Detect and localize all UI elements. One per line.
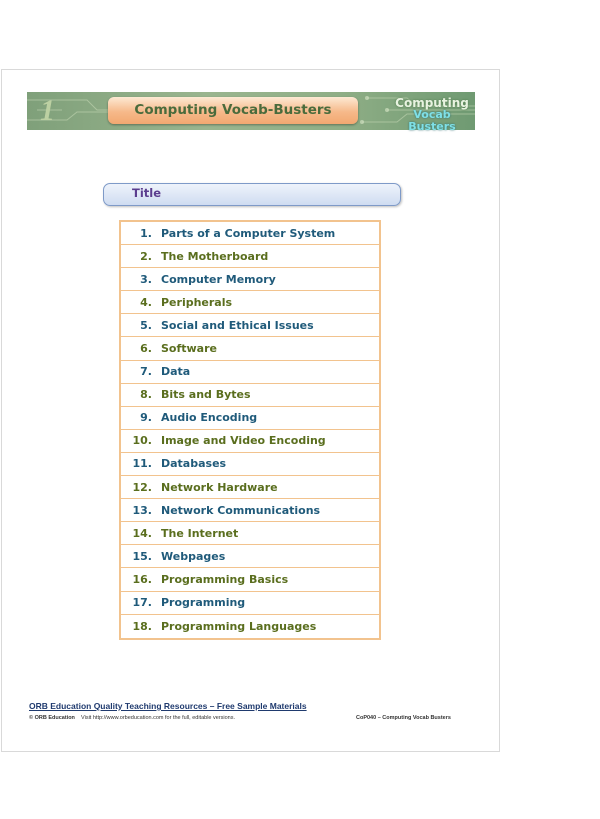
list-item-number: 12.: [132, 480, 152, 494]
list-item-number: 15.: [132, 549, 152, 563]
list-item-number: 8.: [140, 388, 152, 402]
list-item-number: 4.: [140, 295, 152, 309]
list-item-label: Computer Memory: [161, 272, 276, 286]
list-item: [121, 337, 379, 360]
list-item-number: 11.: [132, 457, 152, 471]
list-item-label: Programming: [161, 596, 246, 610]
list-item-label: Databases: [161, 457, 227, 471]
section-title: Title: [132, 186, 162, 200]
brand-logo: [392, 97, 472, 133]
list-item: [121, 545, 379, 568]
list-item-number: 17.: [132, 596, 152, 610]
list-item-number: 6.: [140, 342, 152, 356]
banner-title: Computing Vocab-Busters: [108, 97, 358, 124]
list-item: [121, 268, 379, 291]
list-item-number: 3.: [140, 272, 152, 286]
list-item-label: Software: [161, 342, 217, 356]
list-item: [121, 361, 379, 384]
list-item-number: 16.: [132, 572, 152, 586]
brand-logo-top: Computing: [395, 96, 469, 110]
list-item: [121, 592, 379, 615]
footer-title: ORB Education Quality Teaching Resources – Free Sample Materials: [29, 701, 307, 711]
list-item-number: 10.: [132, 434, 152, 448]
list-item-label: Bits and Bytes: [161, 388, 251, 402]
list-item-label: Network Communications: [161, 503, 321, 517]
visit-text: Visit http://www.orbeducation.com for the full, editable versions.: [81, 715, 236, 721]
list-item-number: 13.: [132, 503, 152, 517]
list-item-label: Peripherals: [161, 295, 233, 309]
list-item-label: The Internet: [161, 526, 239, 540]
list-item: [121, 291, 379, 314]
list-item-label: The Motherboard: [161, 249, 269, 263]
list-item-label: Programming Basics: [161, 572, 289, 586]
list-item: [121, 615, 379, 638]
list-item: [121, 222, 379, 245]
list-item-number: 5.: [140, 318, 152, 332]
list-item-label: Data: [161, 365, 191, 379]
list-item-label: Webpages: [161, 549, 226, 563]
list-item-label: Social and Ethical Issues: [161, 318, 314, 332]
list-item: [121, 453, 379, 476]
list-item: [121, 476, 379, 499]
list-item-number: 9.: [140, 411, 152, 425]
list-item: [121, 499, 379, 522]
brand-logo-bottom: Vocab Busters: [408, 108, 456, 133]
list-item-label: Network Hardware: [161, 480, 278, 494]
list-item: [121, 430, 379, 453]
topic-list: [119, 220, 381, 640]
list-item: [121, 522, 379, 545]
copyright-text: © ORB Education: [29, 715, 75, 721]
list-item-number: 18.: [132, 619, 152, 633]
list-item: [121, 568, 379, 591]
list-item-number: 7.: [140, 365, 152, 379]
list-item-label: Audio Encoding: [161, 411, 258, 425]
list-item: [121, 314, 379, 337]
product-code: CoP040 – Computing Vocab Busters: [356, 715, 451, 721]
list-item-number: 14.: [132, 526, 152, 540]
footer-copyright: [29, 715, 235, 721]
banner-number: 1: [40, 94, 55, 127]
list-item-number: 1.: [140, 226, 152, 240]
list-item-label: Image and Video Encoding: [161, 434, 326, 448]
section-title-bar: [103, 183, 401, 206]
list-item-label: Parts of a Computer System: [161, 226, 336, 240]
list-item: [121, 245, 379, 268]
list-item-number: 2.: [140, 249, 152, 263]
list-item: [121, 384, 379, 407]
list-item-label: Programming Languages: [161, 619, 317, 633]
list-item: [121, 407, 379, 430]
